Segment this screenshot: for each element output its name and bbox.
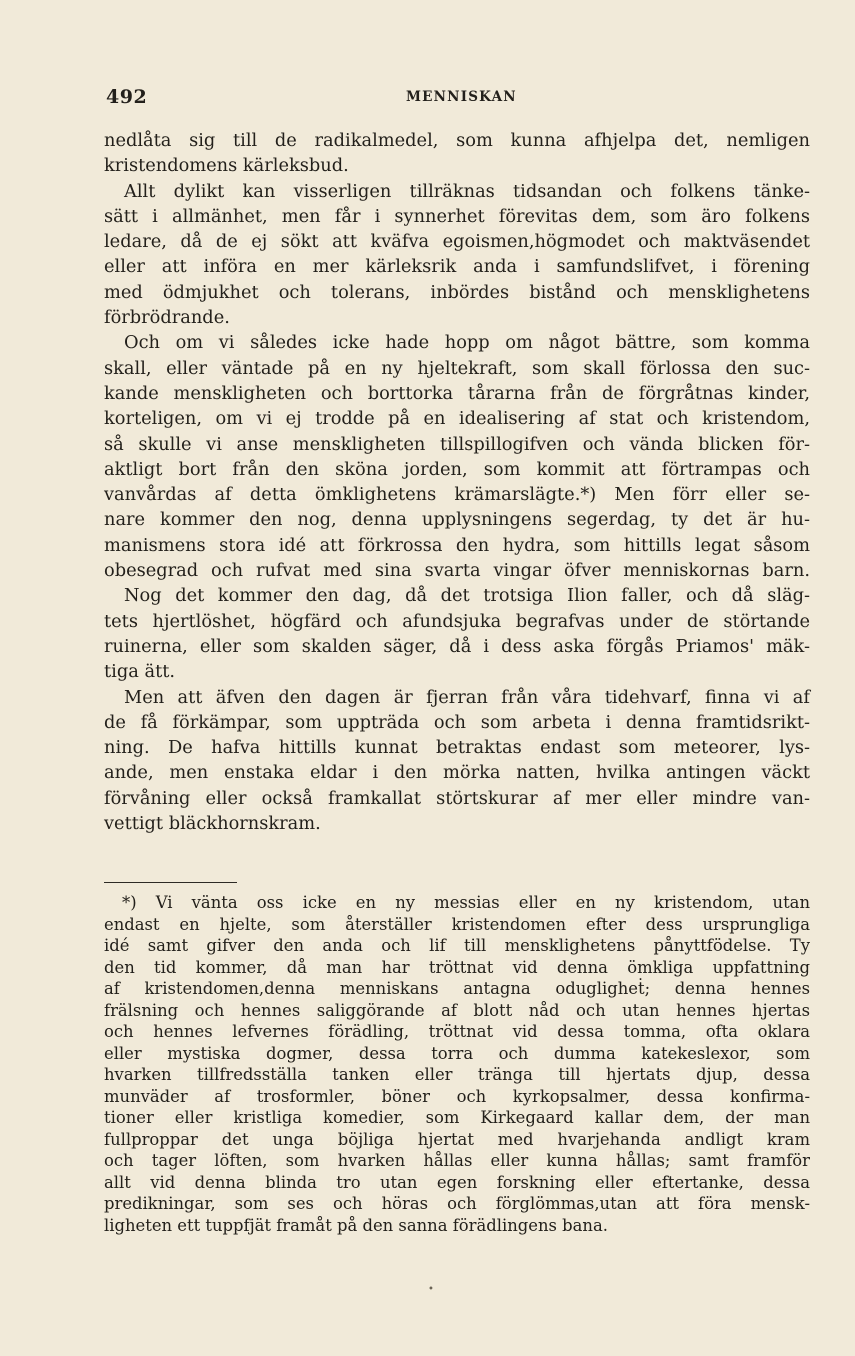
text-line: Men att äfven den dagen är fjerran från våra tidehvarf, finna vi af [124, 686, 810, 708]
footnote-separator [104, 882, 237, 883]
text-line: de få förkämpar, som uppträda och som arbeta i denna framtidsrikt- [104, 711, 810, 733]
text-line: nedlåta sig till de radikalmedel, som kunna afhjelpa det, nemligen [104, 130, 810, 151]
text-line: tets hjertlöshet, högfärd och afundsjuka begrafvas under de störtande [104, 610, 810, 632]
footnote-line: *) Vi vänta oss icke en ny messias eller en ny kristendom, utan [122, 893, 810, 912]
page-header [106, 86, 810, 110]
footnote-line: predikningar, som ses och höras och förglömmas,utan att föra mensk- [104, 1194, 810, 1213]
text-line: Nog det kommer den dag, då det trotsiga Ilion faller, och då släg- [124, 585, 810, 607]
text-line: obesegrad och rufvat med sina svarta vingar öfver menniskornas barn. [104, 560, 810, 582]
footnote-line: tioner eller kristliga komedier, som Kirkegaard kallar dem, der man [104, 1108, 810, 1127]
footnote-line: och hennes lefvernes förädling, tröttnat vid dessa tomma, ofta oklara [104, 1022, 810, 1041]
footnote-line: allt vid denna blinda tro utan egen forskning eller eftertanke, dessa [104, 1172, 810, 1192]
text-line: förbrödrande. [104, 307, 230, 329]
footnote-line: hvarken tillfredsställa tanken eller tränga till hjertats djup, dessa [104, 1065, 810, 1084]
text-line: så skulle vi anse menskligheten tillspillogifven och vända blicken för- [104, 433, 810, 455]
text-line: aktligt bort från den sköna jorden, som kommit att förtrampas och [104, 458, 810, 480]
footnote-line: endast en hjelte, som återställer kristendomen efter dess ursprungliga [104, 914, 810, 934]
footnote [104, 892, 810, 1236]
footnote-line: eller mystiska dogmer, dessa torra och dumma katekeslexor, som [104, 1043, 810, 1063]
text-line: ning. De hafva hittills kunnat betraktas endast som meteorer, lys- [104, 737, 810, 759]
text-line: sätt i allmänhet, men får i synnerhet förevitas dem, som äro folkens [104, 205, 810, 227]
text-line: manismens stora idé att förkrossa den hydra, som hittills legat såsom [104, 534, 810, 556]
footnote-line: munväder af trosformler, böner och kyrkopsalmer, dessa konfirma- [104, 1086, 810, 1106]
page-number: 492 [106, 86, 148, 108]
footnote-line: idé samt gifver den anda och lif till mensklighetens pånyttfödelse. Ty [104, 936, 810, 955]
text-line: vettigt bläckhornskram. [104, 813, 321, 835]
footnote-line: ligheten ett tuppfjät framåt på den sanna förädlingens bana. [104, 1215, 608, 1235]
text-line: korteligen, om vi ej trodde på en idealisering af stat och kristendom, [104, 408, 810, 430]
bottom-marker: • [428, 1284, 434, 1295]
text-line: Och om vi således icke hade hopp om något bättre, som komma [124, 332, 810, 354]
footnote-line: frälsning och hennes saliggörande af blott nåd och utan hennes hjertas [104, 1000, 810, 1020]
text-line: kande menskligheten och borttorka tårarna från de förgråtnas kinder, [104, 382, 810, 404]
text-line: förvåning eller också framkallat störtskurar af mer eller mindre van- [104, 787, 810, 809]
footnote-line: af kristendomen,denna menniskans antagna odugligheṫ; denna hennes [104, 979, 810, 998]
text-line: tiga ätt. [104, 661, 176, 683]
body-text [104, 128, 810, 836]
text-line: ande, men enstaka eldar i den mörka natten, hvilka antingen väckt [104, 762, 810, 784]
text-line: skall, eller väntade på en ny hjeltekraft, som skall förlossa den suc- [104, 357, 810, 379]
text-line: ruinerna, eller som skalden säger, då i dess aska förgås Priamos' mäk- [104, 635, 810, 657]
text-line: med ödmjukhet och tolerans, inbördes bistånd och mensklighetens [104, 281, 810, 303]
text-line: nare kommer den nog, denna upplysningens segerdag, ty det är hu- [104, 509, 810, 531]
footnote-line: fullproppar det unga böjliga hjertat med hvarjehanda andligt kram [104, 1129, 810, 1149]
text-line: eller att införa en mer kärleksrik anda i samfundslifvet, i förening [104, 256, 810, 278]
footnote-line: den tid kommer, då man har tröttnat vid denna ömkliga uppfattning [104, 957, 810, 977]
footnote-line: och tager löften, som hvarken hållas eller kunna hållas; samt framför [104, 1151, 810, 1170]
text-line: ledare, då de ej sökt att kväfva egoismen,högmodet och maktväsendet [104, 231, 810, 253]
text-line: Allt dylikt kan visserligen tillräknas tidsandan och folkens tänke- [124, 180, 810, 202]
running-title: MENNISKAN [406, 89, 517, 105]
text-line: vanvårdas af detta ömklighetens krämarslägte.*) Men förr eller se- [104, 484, 810, 506]
text-line: kristendomens kärleksbud. [104, 155, 349, 177]
